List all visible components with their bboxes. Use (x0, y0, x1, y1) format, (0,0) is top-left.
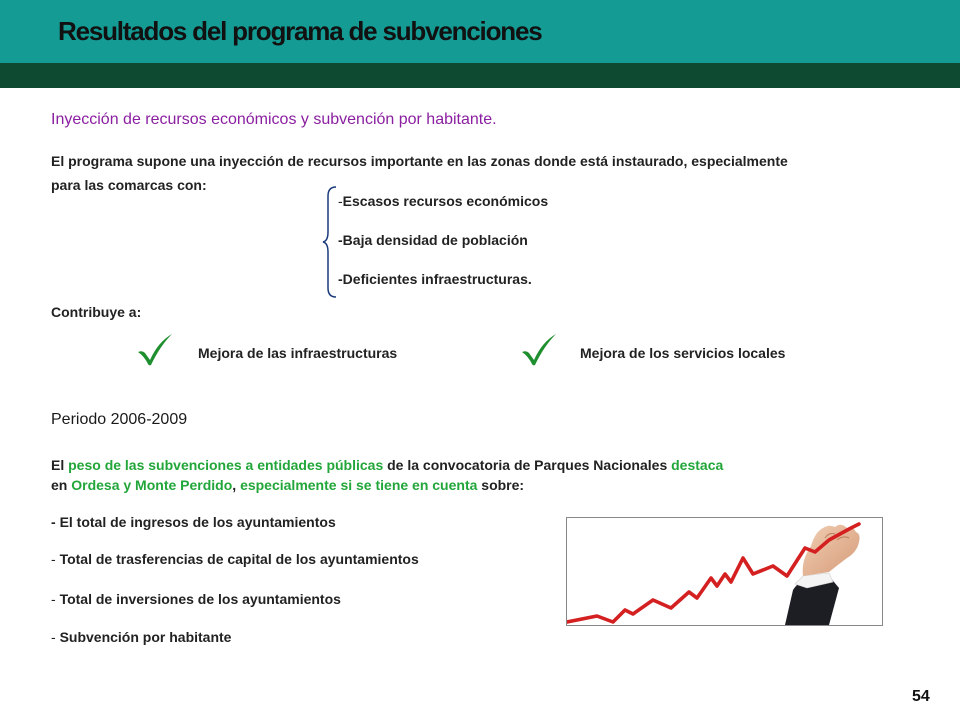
header-dark-strip (0, 63, 960, 88)
condition-item: -Baja densidad de población (338, 232, 528, 248)
condition-item: -Deficientes infraestructuras. (338, 271, 532, 287)
list-item: - Total de inversiones de los ayuntamientos (51, 591, 341, 607)
condition-item: -Escasos recursos económicos (338, 193, 549, 209)
intro-line-2: para las comarcas con: (51, 177, 207, 193)
checkmark-icon (520, 332, 558, 366)
list-item: - Total de trasferencias de capital de los ayuntamientos (51, 551, 419, 567)
period-paragraph-line-2: en Ordesa y Monte Perdido, especialmente si se tiene en cuenta sobre: (51, 477, 525, 493)
growth-chart-image (566, 517, 883, 626)
contribuye-label: Contribuye a: (51, 304, 142, 320)
growth-chart-with-hand-icon (567, 518, 882, 625)
checkmark-icon (136, 332, 174, 366)
page-title: Resultados del programa de subvenciones (58, 16, 542, 46)
benefit-label: Mejora de las infraestructuras (198, 345, 398, 361)
intro-line-1: El programa supone una inyección de recursos importante en las zonas donde está instaurado, especialmente (51, 153, 788, 169)
curly-brace-icon (322, 186, 338, 298)
section-heading: Inyección de recursos económicos y subvención por habitante. (51, 111, 497, 128)
period-heading: Periodo 2006-2009 (51, 411, 188, 428)
list-item: - El total de ingresos de los ayuntamientos (51, 514, 336, 530)
page-number: 54 (912, 688, 930, 705)
list-item: - Subvención por habitante (51, 629, 232, 645)
benefit-label: Mejora de los servicios locales (580, 345, 786, 361)
period-paragraph-line-1: El peso de las subvenciones a entidades públicas de la convocatoria de Parques Nacionales destaca (51, 457, 724, 473)
